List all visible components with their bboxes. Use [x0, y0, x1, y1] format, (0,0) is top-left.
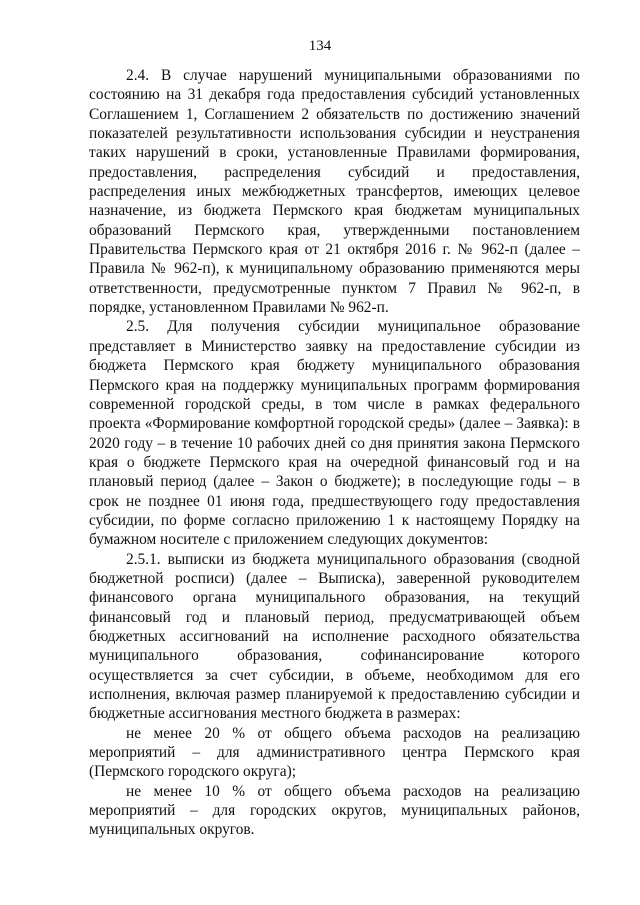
paragraph-2-5: 2.5. Для получения субсидии муниципальное образование представляет в Министерство заявку на предоставление субсидии из бюджета Пермского края бюджету муниципального образования Пермского края на поддержку муниципальных программ формирования современной городской среды, в том числе в рамках федерального проекта «Формирование комфортной городской среды» (далее – Заявка): в 2020 году – в течение 10 рабочих дней со дня принятия закона Пермского края о бюджете Пермского края на очередной финансовый год и на плановый период (далее – Закон о бюджете); в последующие годы – в срок не позднее 01 июня года, предшествующего году предоставления субсидии, по форме согласно приложению 1 к настоящему Порядку на бумажном носителе с приложением следующих документов: — [89, 318, 580, 549]
document-body — [89, 66, 580, 840]
paragraph-min-20-percent: не менее 20 % от общего объема расходов на реализацию мероприятий – для административного центра Пермского края (Пермского городского округа); — [89, 724, 580, 781]
paragraph-2-5-1: 2.5.1. выписки из бюджета муниципального образования (сводной бюджетной росписи) (далее – Выписка), заверенной руководителем финансового органа муниципального образования, на текущий финансовый год и плановый период, предусматривающей объем бюджетных ассигнований на исполнение расходного обязательства муниципального образования, софинансирование которого осуществляется за счет субсидии, в объеме, необходимом для его исполнения, включая размер планируемой к предоставлению субсидии и бюджетные ассигнования местного бюджета в размерах: — [89, 550, 580, 723]
page-number: 134 — [308, 38, 332, 54]
paragraph-2-4: 2.4. В случае нарушений муниципальными образованиями по состоянию на 31 декабря года предоставления субсидий установленных Соглашением 1, Соглашением 2 обязательств по достижению значений показателей результативности использования субсидии и неустранения таких нарушений в сроки, установленные Правилами формирования, предоставления, распределения субсидий и предоставления, распределения иных межбюджетных трансфертов, имеющих целевое назначение, из бюджета Пермского края бюджетам муниципальных образований Пермского края, утвержденными постановлением Правительства Пермского края от 21 октября 2016 г. № 962-п (далее – Правила № 962-п), к муниципальному образованию применяются меры ответственности, предусмотренные пунктом 7 Правил № 962-п, в порядке, установленном Правилами № 962-п. — [89, 67, 580, 317]
paragraph-min-10-percent: не менее 10 % от общего объема расходов на реализацию мероприятий – для городских округов, муниципальных районов, муниципальных округов. — [89, 782, 580, 839]
